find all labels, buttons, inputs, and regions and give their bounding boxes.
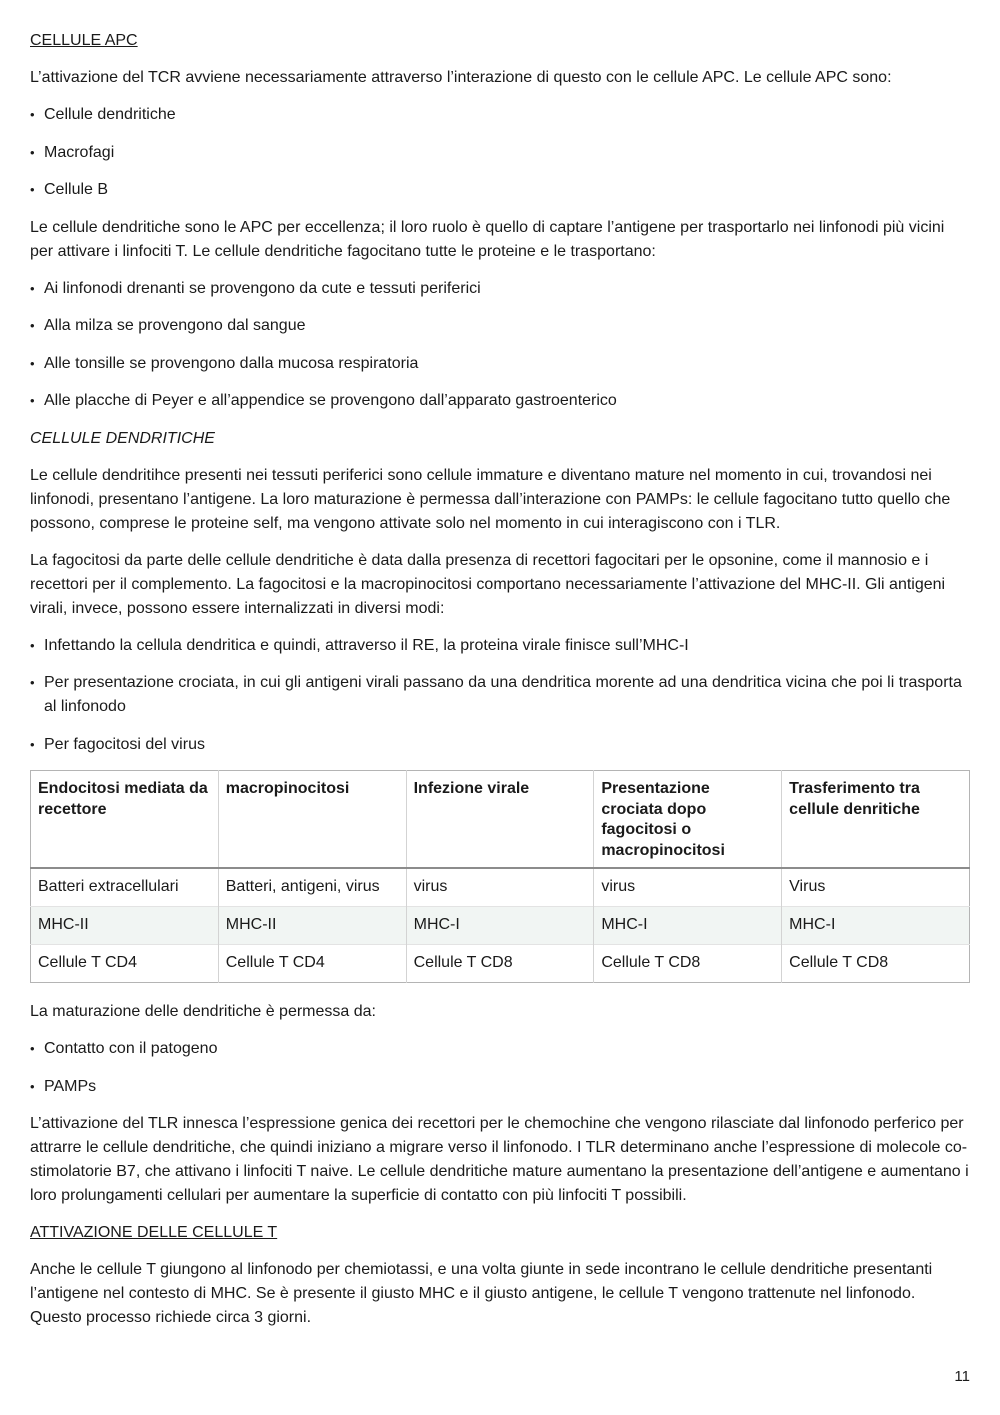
list-item: • Ai linfonodi drenanti se provengono da cute e tessuti periferici — [30, 277, 970, 301]
table-cell: Cellule T CD8 — [406, 945, 594, 983]
table-cell: Virus — [782, 868, 970, 907]
paragraph-dendritic-maturation: Le cellule dendritihce presenti nei tessuti periferici sono cellule immature e diventano mature nel momento in cui, trovandosi nei linfonodi, presentano l’antigene. La loro maturazione è permessa dall’interazione con PAMPs: le cellule fagocitano tutto quello che possono, comprese le proteine self, ma vengono attivate solo nel momento in cui interagiscono con i TLR. — [30, 466, 951, 532]
table-row — [31, 868, 970, 907]
list-item: • Per presentazione crociata, in cui gli antigeni virali passano da una dendritica morente ad una dendritica vicina che poi li trasporta al linfonodo — [30, 671, 970, 719]
table-cell: Cellule T CD8 — [594, 945, 782, 983]
transport-list — [30, 277, 970, 414]
table-row — [31, 945, 970, 983]
list-item: • Infettando la cellula dendritica e quindi, attraverso il RE, la proteina virale finisce sull’MHC-I — [30, 634, 970, 658]
list-item: • Macrofagi — [30, 141, 970, 165]
table-cell: virus — [406, 868, 594, 907]
section-heading-dendritic: CELLULE DENDRITICHE — [30, 429, 215, 447]
table-cell: Cellule T CD4 — [31, 945, 219, 983]
list-item: • Cellule B — [30, 178, 970, 202]
table-cell: MHC-I — [782, 907, 970, 945]
paragraph-tcell-activation: Anche le cellule T giungono al linfonodo per chemiotassi, e una volta giunte in sede incontrano le cellule dendritiche presentanti l’antigene nel contesto di MHC. Se è presente il giusto MHC e il giusto antigene, le cellule T vengono trattenute nel linfonodo. Questo processo richiede circa 3 giorni. — [30, 1261, 933, 1326]
antigen-pathway-table — [30, 770, 970, 983]
table-header-cell: Trasferimento tra cellule denritiche — [782, 771, 970, 869]
paragraph-apc-role: Le cellule dendritiche sono le APC per eccellenza; il loro ruolo è quello di captare l’antigene per trasportarlo nei linfonodi più vicini per attivare i linfociti T. Le cellule dendritiche fagocitano tutte le proteine e le trasportano: — [30, 218, 945, 260]
table-row — [31, 907, 970, 945]
section-heading-apc: CELLULE APC — [30, 32, 138, 49]
viral-antigen-list — [30, 634, 970, 757]
maturation-list — [30, 1037, 970, 1099]
list-item: • Contatto con il patogeno — [30, 1037, 970, 1061]
paragraph-apc-intro: L’attivazione del TCR avviene necessariamente attraverso l’interazione di questo con le cellule APC. Le cellule APC sono: — [30, 69, 892, 86]
list-item: • Alle tonsille se provengono dalla mucosa respiratoria — [30, 352, 970, 376]
table-header-cell: macropinocitosi — [218, 771, 406, 869]
table-header-cell: Endocitosi mediata da recettore — [31, 771, 219, 869]
list-item: • Per fagocitosi del virus — [30, 733, 970, 757]
list-item: • Cellule dendritiche — [30, 103, 970, 127]
table-header-cell: Infezione virale — [406, 771, 594, 869]
table-cell: Batteri, antigeni, virus — [218, 868, 406, 907]
paragraph-maturation-intro: La maturazione delle dendritiche è permessa da: — [30, 1003, 376, 1020]
list-item: • Alla milza se provengono dal sangue — [30, 314, 970, 338]
paragraph-dendritic-phagocytosis: La fagocitosi da parte delle cellule dendritiche è data dalla presenza di recettori fagocitari per le opsonine, come il mannosio e i recettori per il complemento. La fagocitosi e la macropinocitosi comportano necessariamente l’attivazione del MHC-II. Gli antigeni virali, invece, possono essere internalizzati in diversi modi: — [30, 551, 946, 617]
list-item: • PAMPs — [30, 1075, 970, 1099]
table-cell: MHC-II — [31, 907, 219, 945]
page-number: 11 — [954, 1368, 970, 1385]
document-page — [30, 29, 970, 1343]
table-cell: Cellule T CD8 — [782, 945, 970, 983]
list-item: • Alle placche di Peyer e all’appendice se provengono dall’apparato gastroenterico — [30, 389, 970, 413]
table-header-row — [31, 771, 970, 869]
table-cell: Batteri extracellulari — [38, 878, 179, 895]
paragraph-tlr-activation: L’attivazione del TLR innesca l’espressione genica dei recettori per le chemochine che vengono rilasciate dal linfonodo perferico per attrarre le cellule dendritiche, che quindi iniziano a migrare verso il linfonodo. I TLR determinano anche l’espressione di molecole co-stimolatorie B7, che attivano i linfociti T naive. Le cellule dendritiche mature aumentano la presentazione dell’antigene e aumentano i loro prolungamenti cellulari per aumentare la superficie di contatto con più linfociti T possibili. — [30, 1115, 969, 1204]
table-cell: Cellule T CD4 — [218, 945, 406, 983]
section-heading-tcell: ATTIVAZIONE DELLE CELLULE T — [30, 1224, 278, 1241]
table-cell: MHC-I — [594, 907, 782, 945]
table-cell: MHC-I — [406, 907, 594, 945]
table-cell: virus — [594, 868, 782, 907]
table-header-cell: Presentazione crociata dopo fagocitosi o macropinocitosi — [594, 771, 782, 869]
table-cell: MHC-II — [218, 907, 406, 945]
apc-list — [30, 103, 970, 202]
